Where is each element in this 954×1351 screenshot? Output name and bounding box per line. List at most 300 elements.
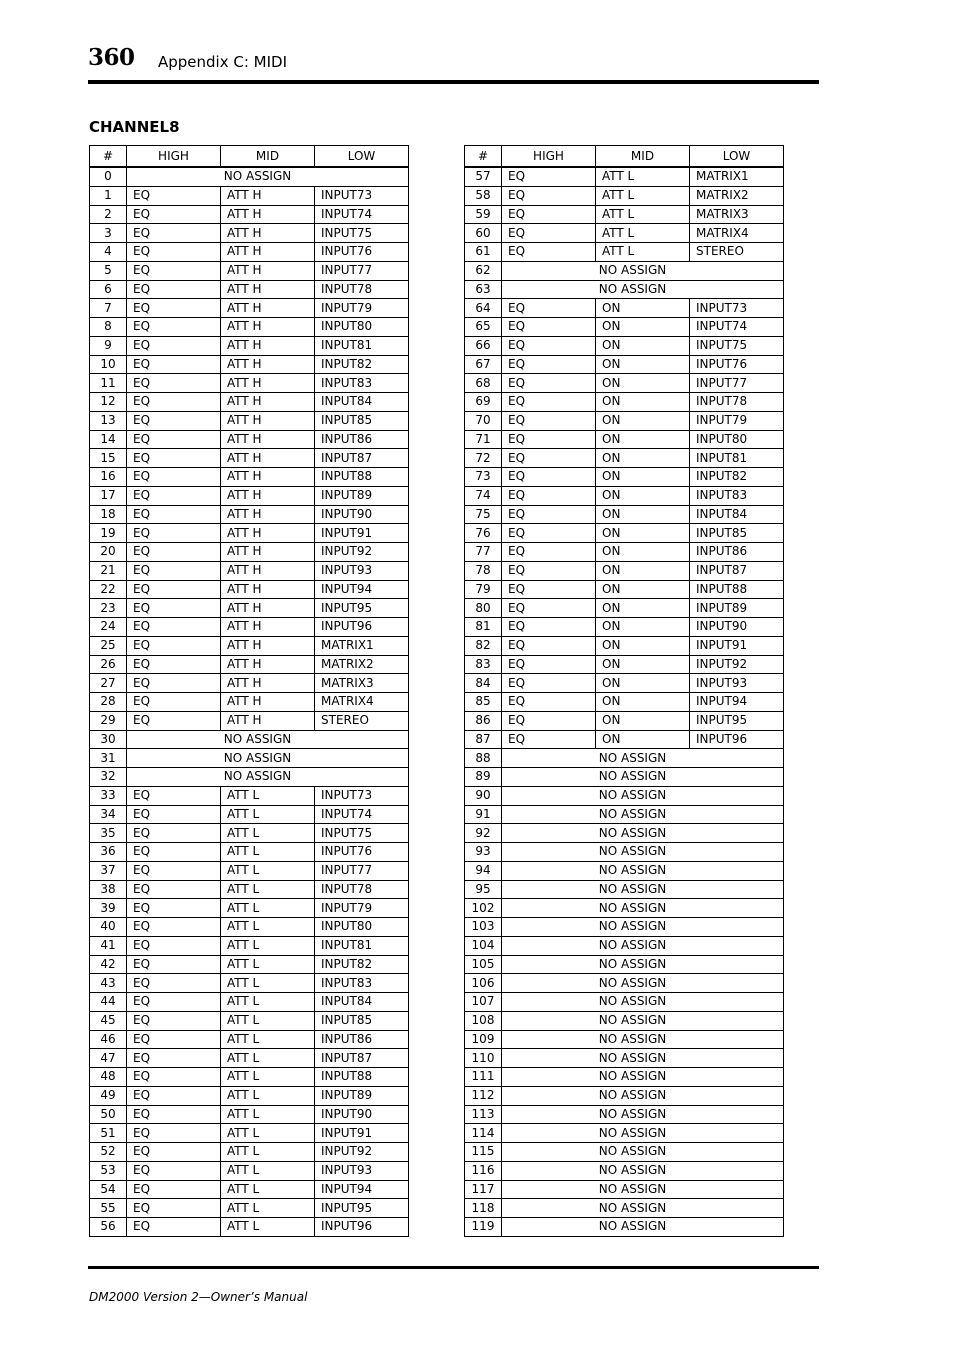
table-row <box>465 186 784 205</box>
low-cell: INPUT81 <box>315 336 409 355</box>
low-cell: INPUT75 <box>315 224 409 243</box>
mid-cell: ATT L <box>221 880 315 899</box>
page-number: 360 <box>88 44 135 71</box>
table-row <box>465 749 784 768</box>
table-row <box>465 280 784 299</box>
mid-cell: ON <box>596 299 690 318</box>
low-cell: INPUT93 <box>315 1161 409 1180</box>
high-cell: EQ <box>127 655 221 674</box>
low-cell: INPUT80 <box>315 318 409 337</box>
table-header-row <box>90 146 409 168</box>
low-cell: INPUT90 <box>315 505 409 524</box>
low-cell: INPUT80 <box>690 430 784 449</box>
low-cell: INPUT77 <box>690 374 784 393</box>
table-row <box>90 186 409 205</box>
right-table <box>464 145 784 1237</box>
row-number: 47 <box>90 1049 127 1068</box>
table-row <box>90 974 409 993</box>
mid-cell: ATT L <box>221 1124 315 1143</box>
row-number: 19 <box>90 524 127 543</box>
table-row <box>90 1049 409 1068</box>
low-cell: INPUT75 <box>690 336 784 355</box>
mid-cell: ATT H <box>221 636 315 655</box>
chapter-title: Appendix C: MIDI <box>158 53 288 71</box>
mid-cell: ON <box>596 636 690 655</box>
row-number: 108 <box>465 1011 502 1030</box>
table-row <box>90 318 409 337</box>
low-cell: INPUT86 <box>690 543 784 562</box>
row-number: 118 <box>465 1199 502 1218</box>
mid-cell: ON <box>596 318 690 337</box>
table-row <box>90 243 409 262</box>
high-cell: EQ <box>502 561 596 580</box>
high-cell: EQ <box>127 786 221 805</box>
no-assign-cell: NO ASSIGN <box>502 936 784 955</box>
no-assign-cell: NO ASSIGN <box>502 1049 784 1068</box>
high-cell: EQ <box>127 280 221 299</box>
low-cell: INPUT79 <box>315 299 409 318</box>
mid-cell: ATT L <box>221 1030 315 1049</box>
table-row <box>465 730 784 749</box>
table-row <box>465 299 784 318</box>
row-number: 69 <box>465 393 502 412</box>
row-number: 80 <box>465 599 502 618</box>
row-number: 95 <box>465 880 502 899</box>
mid-cell: ATT H <box>221 711 315 730</box>
high-cell: EQ <box>502 167 596 186</box>
row-number: 23 <box>90 599 127 618</box>
no-assign-cell: NO ASSIGN <box>502 280 784 299</box>
row-number: 38 <box>90 880 127 899</box>
table-row <box>90 280 409 299</box>
no-assign-cell: NO ASSIGN <box>502 1086 784 1105</box>
mid-cell: ATT L <box>221 993 315 1012</box>
row-number: 49 <box>90 1086 127 1105</box>
low-cell: MATRIX3 <box>315 674 409 693</box>
row-number: 110 <box>465 1049 502 1068</box>
table-row <box>90 1011 409 1030</box>
low-cell: INPUT91 <box>315 1124 409 1143</box>
table-row <box>90 749 409 768</box>
table-row <box>465 711 784 730</box>
mid-cell: ON <box>596 524 690 543</box>
row-number: 45 <box>90 1011 127 1030</box>
low-cell: INPUT80 <box>315 918 409 937</box>
mid-cell: ATT L <box>596 205 690 224</box>
row-number: 115 <box>465 1143 502 1162</box>
row-number: 3 <box>90 224 127 243</box>
row-number: 59 <box>465 205 502 224</box>
column-header-mid: MID <box>596 146 690 168</box>
row-number: 76 <box>465 524 502 543</box>
mid-cell: ATT H <box>221 336 315 355</box>
mid-cell: ATT H <box>221 280 315 299</box>
high-cell: EQ <box>127 711 221 730</box>
table-row <box>90 167 409 186</box>
row-number: 41 <box>90 936 127 955</box>
row-number: 92 <box>465 824 502 843</box>
table-row <box>465 524 784 543</box>
low-cell: STEREO <box>315 711 409 730</box>
high-cell: EQ <box>502 430 596 449</box>
row-number: 26 <box>90 655 127 674</box>
row-number: 86 <box>465 711 502 730</box>
row-number: 35 <box>90 824 127 843</box>
low-cell: INPUT88 <box>315 468 409 487</box>
high-cell: EQ <box>502 205 596 224</box>
row-number: 102 <box>465 899 502 918</box>
row-number: 66 <box>465 336 502 355</box>
table-row <box>465 374 784 393</box>
high-cell: EQ <box>127 1199 221 1218</box>
high-cell: EQ <box>127 1011 221 1030</box>
low-cell: INPUT84 <box>315 393 409 412</box>
row-number: 93 <box>465 843 502 862</box>
row-number: 71 <box>465 430 502 449</box>
high-cell: EQ <box>502 224 596 243</box>
mid-cell: ON <box>596 711 690 730</box>
table-row <box>465 205 784 224</box>
row-number: 74 <box>465 486 502 505</box>
mid-cell: ATT L <box>221 786 315 805</box>
high-cell: EQ <box>127 411 221 430</box>
low-cell: INPUT73 <box>315 186 409 205</box>
table-row <box>465 843 784 862</box>
low-cell: INPUT96 <box>690 730 784 749</box>
row-number: 9 <box>90 336 127 355</box>
high-cell: EQ <box>502 468 596 487</box>
row-number: 36 <box>90 843 127 862</box>
high-cell: EQ <box>127 1068 221 1087</box>
row-number: 48 <box>90 1068 127 1087</box>
low-cell: INPUT86 <box>315 1030 409 1049</box>
table-row <box>90 411 409 430</box>
table-row <box>90 336 409 355</box>
low-cell: INPUT92 <box>315 1143 409 1162</box>
table-row <box>465 1124 784 1143</box>
table-row <box>90 580 409 599</box>
row-number: 119 <box>465 1218 502 1237</box>
high-cell: EQ <box>502 580 596 599</box>
mid-cell: ATT H <box>221 261 315 280</box>
row-number: 81 <box>465 618 502 637</box>
row-number: 42 <box>90 955 127 974</box>
row-number: 52 <box>90 1143 127 1162</box>
table-row <box>90 618 409 637</box>
table-row <box>90 524 409 543</box>
low-cell: INPUT96 <box>315 1218 409 1237</box>
high-cell: EQ <box>502 711 596 730</box>
row-number: 43 <box>90 974 127 993</box>
mid-cell: ATT L <box>221 1218 315 1237</box>
column-header-mid: MID <box>221 146 315 168</box>
row-number: 17 <box>90 486 127 505</box>
table-row <box>465 861 784 880</box>
row-number: 39 <box>90 899 127 918</box>
no-assign-cell: NO ASSIGN <box>502 1105 784 1124</box>
high-cell: EQ <box>127 561 221 580</box>
table-row <box>465 318 784 337</box>
high-cell: EQ <box>127 205 221 224</box>
low-cell: INPUT94 <box>315 580 409 599</box>
table-row <box>465 786 784 805</box>
high-cell: EQ <box>502 674 596 693</box>
low-cell: INPUT84 <box>690 505 784 524</box>
no-assign-cell: NO ASSIGN <box>502 993 784 1012</box>
row-number: 116 <box>465 1161 502 1180</box>
table-row <box>90 955 409 974</box>
high-cell: EQ <box>502 318 596 337</box>
mid-cell: ATT H <box>221 355 315 374</box>
footer-rule <box>88 1266 819 1269</box>
low-cell: INPUT85 <box>315 411 409 430</box>
low-cell: MATRIX2 <box>315 655 409 674</box>
high-cell: EQ <box>127 1105 221 1124</box>
table-row <box>90 543 409 562</box>
table-row <box>465 655 784 674</box>
table-row <box>465 805 784 824</box>
low-cell: INPUT86 <box>315 430 409 449</box>
mid-cell: ATT H <box>221 505 315 524</box>
table-row <box>90 636 409 655</box>
row-number: 14 <box>90 430 127 449</box>
row-number: 53 <box>90 1161 127 1180</box>
low-cell: INPUT78 <box>315 880 409 899</box>
row-number: 83 <box>465 655 502 674</box>
row-number: 21 <box>90 561 127 580</box>
row-number: 73 <box>465 468 502 487</box>
low-cell: INPUT78 <box>690 393 784 412</box>
high-cell: EQ <box>502 299 596 318</box>
high-cell: EQ <box>127 430 221 449</box>
high-cell: EQ <box>502 393 596 412</box>
low-cell: INPUT81 <box>690 449 784 468</box>
no-assign-cell: NO ASSIGN <box>502 880 784 899</box>
no-assign-cell: NO ASSIGN <box>127 768 409 787</box>
low-cell: INPUT76 <box>315 843 409 862</box>
high-cell: EQ <box>127 486 221 505</box>
row-number: 60 <box>465 224 502 243</box>
mid-cell: ATT H <box>221 374 315 393</box>
low-cell: INPUT76 <box>690 355 784 374</box>
row-number: 104 <box>465 936 502 955</box>
table-row <box>465 243 784 262</box>
table-row <box>90 843 409 862</box>
row-number: 117 <box>465 1180 502 1199</box>
table-row <box>90 505 409 524</box>
high-cell: EQ <box>127 899 221 918</box>
row-number: 40 <box>90 918 127 937</box>
row-number: 85 <box>465 693 502 712</box>
high-cell: EQ <box>127 693 221 712</box>
row-number: 51 <box>90 1124 127 1143</box>
no-assign-cell: NO ASSIGN <box>502 899 784 918</box>
mid-cell: ATT H <box>221 655 315 674</box>
table-row <box>90 1030 409 1049</box>
row-number: 2 <box>90 205 127 224</box>
table-row <box>90 261 409 280</box>
no-assign-cell: NO ASSIGN <box>502 1161 784 1180</box>
table-row <box>90 861 409 880</box>
row-number: 1 <box>90 186 127 205</box>
mid-cell: ATT L <box>221 1143 315 1162</box>
mid-cell: ATT H <box>221 224 315 243</box>
mid-cell: ATT H <box>221 674 315 693</box>
row-number: 87 <box>465 730 502 749</box>
row-number: 0 <box>90 167 127 186</box>
low-cell: INPUT79 <box>315 899 409 918</box>
low-cell: INPUT92 <box>315 543 409 562</box>
table-row <box>465 580 784 599</box>
low-cell: INPUT91 <box>690 636 784 655</box>
table-row <box>465 505 784 524</box>
no-assign-cell: NO ASSIGN <box>502 955 784 974</box>
high-cell: EQ <box>127 1161 221 1180</box>
table-row <box>90 786 409 805</box>
high-cell: EQ <box>127 374 221 393</box>
no-assign-cell: NO ASSIGN <box>127 730 409 749</box>
row-number: 12 <box>90 393 127 412</box>
mid-cell: ATT H <box>221 486 315 505</box>
mid-cell: ATT H <box>221 524 315 543</box>
table-row <box>90 1086 409 1105</box>
high-cell: EQ <box>502 243 596 262</box>
table-row <box>465 393 784 412</box>
table-row <box>90 393 409 412</box>
mid-cell: ATT L <box>221 1086 315 1105</box>
low-cell: INPUT82 <box>315 955 409 974</box>
column-header-high: HIGH <box>127 146 221 168</box>
low-cell: INPUT89 <box>315 486 409 505</box>
low-cell: INPUT74 <box>690 318 784 337</box>
table-row <box>90 655 409 674</box>
row-number: 103 <box>465 918 502 937</box>
table-row <box>90 674 409 693</box>
high-cell: EQ <box>127 524 221 543</box>
table-row <box>465 1143 784 1162</box>
table-row <box>90 768 409 787</box>
row-number: 22 <box>90 580 127 599</box>
table-row <box>465 1199 784 1218</box>
mid-cell: ATT H <box>221 318 315 337</box>
low-cell: INPUT83 <box>315 974 409 993</box>
row-number: 4 <box>90 243 127 262</box>
low-cell: INPUT87 <box>315 1049 409 1068</box>
mid-cell: ON <box>596 580 690 599</box>
footer-text: DM2000 Version 2—Owner’s Manual <box>89 1290 308 1304</box>
low-cell: INPUT96 <box>315 618 409 637</box>
table-row <box>465 955 784 974</box>
no-assign-cell: NO ASSIGN <box>502 1030 784 1049</box>
row-number: 31 <box>90 749 127 768</box>
no-assign-cell: NO ASSIGN <box>502 1011 784 1030</box>
row-number: 68 <box>465 374 502 393</box>
low-cell: INPUT77 <box>315 861 409 880</box>
low-cell: INPUT90 <box>315 1105 409 1124</box>
column-header-high: HIGH <box>502 146 596 168</box>
table-row <box>465 899 784 918</box>
no-assign-cell: NO ASSIGN <box>502 1124 784 1143</box>
low-cell: INPUT75 <box>315 824 409 843</box>
mid-cell: ATT H <box>221 599 315 618</box>
table-row <box>90 205 409 224</box>
high-cell: EQ <box>127 543 221 562</box>
row-number: 82 <box>465 636 502 655</box>
mid-cell: ATT L <box>596 224 690 243</box>
low-cell: INPUT89 <box>690 599 784 618</box>
mid-cell: ON <box>596 505 690 524</box>
high-cell: EQ <box>502 486 596 505</box>
row-number: 63 <box>465 280 502 299</box>
row-number: 7 <box>90 299 127 318</box>
mid-cell: ON <box>596 430 690 449</box>
low-cell: INPUT88 <box>315 1068 409 1087</box>
no-assign-cell: NO ASSIGN <box>502 843 784 862</box>
high-cell: EQ <box>127 1124 221 1143</box>
high-cell: EQ <box>502 186 596 205</box>
low-cell: INPUT93 <box>690 674 784 693</box>
row-number: 88 <box>465 749 502 768</box>
mid-cell: ATT L <box>221 1105 315 1124</box>
low-cell: STEREO <box>690 243 784 262</box>
high-cell: EQ <box>127 974 221 993</box>
table-row <box>465 880 784 899</box>
table-row <box>90 1105 409 1124</box>
low-cell: INPUT95 <box>690 711 784 730</box>
no-assign-cell: NO ASSIGN <box>502 261 784 280</box>
low-cell: MATRIX1 <box>315 636 409 655</box>
table-row <box>90 730 409 749</box>
row-number: 77 <box>465 543 502 562</box>
high-cell: EQ <box>127 355 221 374</box>
high-cell: EQ <box>127 261 221 280</box>
mid-cell: ATT L <box>221 974 315 993</box>
row-number: 46 <box>90 1030 127 1049</box>
mid-cell: ON <box>596 411 690 430</box>
low-cell: INPUT78 <box>315 280 409 299</box>
low-cell: MATRIX1 <box>690 167 784 186</box>
row-number: 78 <box>465 561 502 580</box>
row-number: 6 <box>90 280 127 299</box>
no-assign-cell: NO ASSIGN <box>127 167 409 186</box>
table-row <box>90 993 409 1012</box>
mid-cell: ON <box>596 730 690 749</box>
low-cell: INPUT74 <box>315 205 409 224</box>
table-row <box>465 561 784 580</box>
table-row <box>465 618 784 637</box>
no-assign-cell: NO ASSIGN <box>502 1218 784 1237</box>
column-header-number: # <box>465 146 502 168</box>
high-cell: EQ <box>127 580 221 599</box>
table-header-row <box>465 146 784 168</box>
row-number: 75 <box>465 505 502 524</box>
section-title: CHANNEL8 <box>89 118 180 136</box>
table-row <box>465 768 784 787</box>
table-row <box>465 918 784 937</box>
table-row <box>90 599 409 618</box>
table-row <box>465 1049 784 1068</box>
table-row <box>465 936 784 955</box>
low-cell: INPUT89 <box>315 1086 409 1105</box>
table-row <box>465 1068 784 1087</box>
high-cell: EQ <box>127 1143 221 1162</box>
table-row <box>90 468 409 487</box>
low-cell: INPUT87 <box>690 561 784 580</box>
table-row <box>90 224 409 243</box>
row-number: 13 <box>90 411 127 430</box>
mid-cell: ON <box>596 618 690 637</box>
high-cell: EQ <box>502 730 596 749</box>
